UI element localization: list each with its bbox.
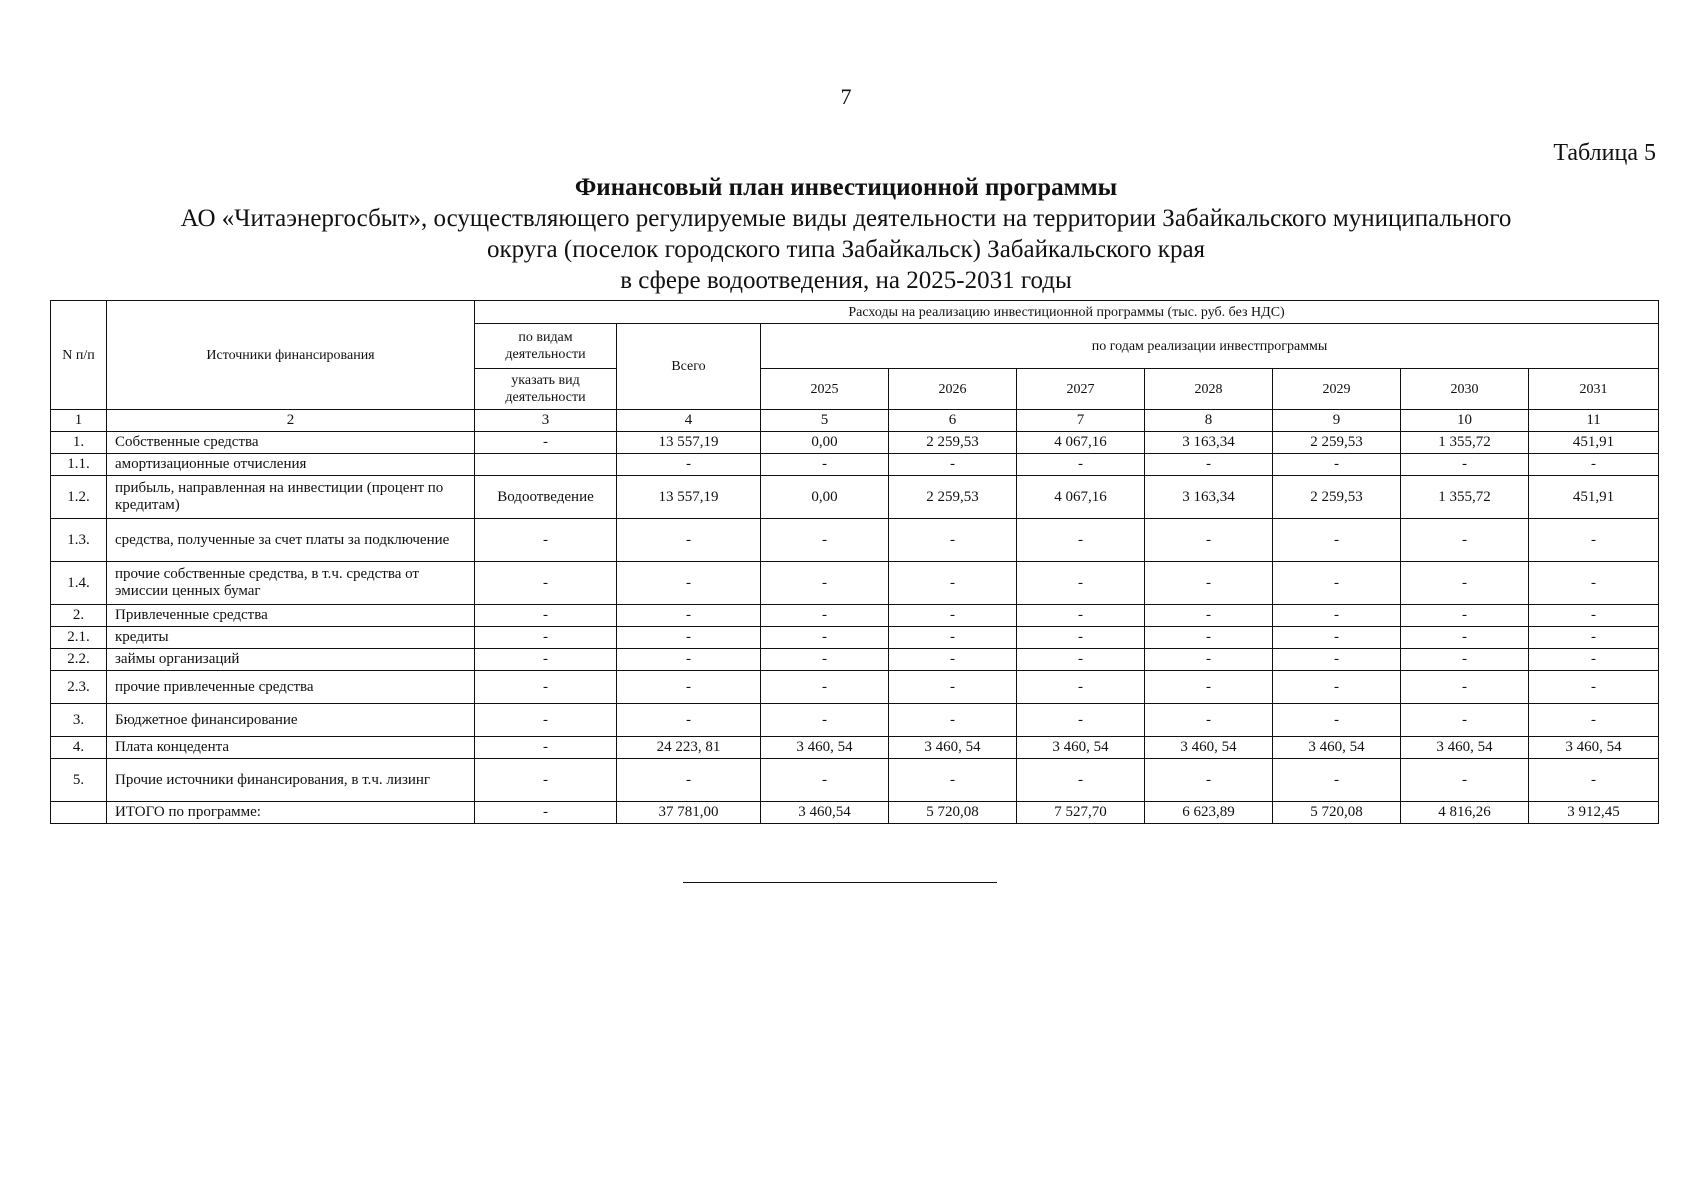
- cell-total: -: [617, 605, 761, 627]
- cell-num: 3.: [51, 704, 107, 737]
- cell-y2029: 3 460, 54: [1273, 737, 1401, 759]
- cell-y2025: -: [761, 519, 889, 562]
- cell-activity: -: [475, 627, 617, 649]
- cell-y2025: -: [761, 704, 889, 737]
- cell-y2030: -: [1401, 627, 1529, 649]
- cell-y2029: -: [1273, 519, 1401, 562]
- cell-y2031: -: [1529, 519, 1659, 562]
- cell-num: 2.2.: [51, 649, 107, 671]
- table-title: [40, 172, 1652, 296]
- cell-y2029: 2 259,53: [1273, 432, 1401, 454]
- cell-source: Плата концедента: [107, 737, 475, 759]
- cell-y2029: -: [1273, 627, 1401, 649]
- cell-activity: -: [475, 605, 617, 627]
- cell-activity: -: [475, 671, 617, 704]
- cell-y2025: 3 460,54: [761, 802, 889, 824]
- cell-total: -: [617, 454, 761, 476]
- cell-num: 4.: [51, 737, 107, 759]
- header-activity-bottom: указать вид деятельности: [475, 369, 617, 410]
- cell-y2030: -: [1401, 605, 1529, 627]
- title-line-2: АО «Читаэнергосбыт», осуществляющего регулируемые виды деятельности на территории Забайкальского муниципального: [180, 205, 1512, 232]
- cell-total: 13 557,19: [617, 476, 761, 519]
- cell-y2025: -: [761, 627, 889, 649]
- cell-num: 5.: [51, 759, 107, 802]
- cell-y2026: -: [889, 759, 1017, 802]
- cell-y2026: -: [889, 627, 1017, 649]
- cell-y2026: -: [889, 454, 1017, 476]
- column-number: 9: [1273, 410, 1401, 432]
- cell-source: займы организаций: [107, 649, 475, 671]
- cell-source: амортизационные отчисления: [107, 454, 475, 476]
- cell-total: -: [617, 704, 761, 737]
- cell-y2026: 3 460, 54: [889, 737, 1017, 759]
- cell-y2025: 0,00: [761, 476, 889, 519]
- table-body: [51, 432, 1659, 824]
- cell-y2031: -: [1529, 562, 1659, 605]
- financial-plan-table: [50, 300, 1659, 824]
- cell-y2031: -: [1529, 605, 1659, 627]
- cell-source: Собственные средства: [107, 432, 475, 454]
- cell-y2029: -: [1273, 704, 1401, 737]
- cell-num: 2.: [51, 605, 107, 627]
- cell-activity: -: [475, 432, 617, 454]
- cell-y2030: -: [1401, 562, 1529, 605]
- header-num: N п/п: [51, 301, 107, 410]
- table-label: Таблица 5: [1553, 140, 1656, 166]
- column-number: 2: [107, 410, 475, 432]
- cell-num: 1.2.: [51, 476, 107, 519]
- cell-y2026: -: [889, 649, 1017, 671]
- table-header: [51, 301, 1659, 432]
- cell-num: 1.1.: [51, 454, 107, 476]
- cell-y2030: 1 355,72: [1401, 476, 1529, 519]
- cell-y2026: 2 259,53: [889, 476, 1017, 519]
- table-row: [51, 605, 1659, 627]
- cell-y2027: -: [1017, 627, 1145, 649]
- cell-source: прочие собственные средства, в т.ч. средства от эмиссии ценных бумаг: [107, 562, 475, 605]
- table-row: [51, 759, 1659, 802]
- cell-y2027: 4 067,16: [1017, 476, 1145, 519]
- cell-y2026: -: [889, 562, 1017, 605]
- cell-y2031: 451,91: [1529, 432, 1659, 454]
- cell-y2027: -: [1017, 454, 1145, 476]
- cell-y2029: -: [1273, 759, 1401, 802]
- column-number: 7: [1017, 410, 1145, 432]
- cell-y2031: -: [1529, 649, 1659, 671]
- cell-source: Привлеченные средства: [107, 605, 475, 627]
- cell-y2031: -: [1529, 759, 1659, 802]
- table-row: [51, 649, 1659, 671]
- table-row: [51, 737, 1659, 759]
- header-year: 2031: [1529, 369, 1659, 410]
- table-row: [51, 704, 1659, 737]
- cell-y2029: -: [1273, 562, 1401, 605]
- cell-y2031: 3 912,45: [1529, 802, 1659, 824]
- cell-y2031: 3 460, 54: [1529, 737, 1659, 759]
- header-year: 2027: [1017, 369, 1145, 410]
- cell-y2027: -: [1017, 649, 1145, 671]
- cell-source: прибыль, направленная на инвестиции (процент по кредитам): [107, 476, 475, 519]
- cell-y2027: 7 527,70: [1017, 802, 1145, 824]
- table-row: [51, 432, 1659, 454]
- cell-y2031: -: [1529, 671, 1659, 704]
- column-number: 1: [51, 410, 107, 432]
- cell-y2028: -: [1145, 627, 1273, 649]
- cell-y2031: -: [1529, 454, 1659, 476]
- cell-y2029: -: [1273, 671, 1401, 704]
- cell-y2028: -: [1145, 519, 1273, 562]
- cell-total: 13 557,19: [617, 432, 761, 454]
- footer-divider: [683, 882, 997, 883]
- cell-y2025: -: [761, 671, 889, 704]
- cell-y2025: -: [761, 454, 889, 476]
- cell-y2030: -: [1401, 759, 1529, 802]
- cell-source: прочие привлеченные средства: [107, 671, 475, 704]
- cell-y2031: -: [1529, 704, 1659, 737]
- cell-source: средства, полученные за счет платы за подключение: [107, 519, 475, 562]
- cell-y2028: -: [1145, 704, 1273, 737]
- cell-y2030: 1 355,72: [1401, 432, 1529, 454]
- cell-y2028: -: [1145, 562, 1273, 605]
- cell-y2027: -: [1017, 562, 1145, 605]
- cell-source: ИТОГО по программе:: [107, 802, 475, 824]
- header-source: Источники финансирования: [107, 301, 475, 410]
- header-activity-top: по видам деятельности: [475, 324, 617, 369]
- cell-y2027: -: [1017, 759, 1145, 802]
- table-row: [51, 454, 1659, 476]
- column-number: 3: [475, 410, 617, 432]
- cell-y2028: 3 163,34: [1145, 432, 1273, 454]
- column-number: 5: [761, 410, 889, 432]
- cell-num: 1.4.: [51, 562, 107, 605]
- header-year: 2029: [1273, 369, 1401, 410]
- cell-y2027: -: [1017, 671, 1145, 704]
- cell-num: [51, 802, 107, 824]
- column-number: 6: [889, 410, 1017, 432]
- cell-y2025: -: [761, 759, 889, 802]
- header-by-years: по годам реализации инвестпрограммы: [761, 324, 1659, 369]
- table-row: [51, 476, 1659, 519]
- cell-source: Прочие источники финансирования, в т.ч. лизинг: [107, 759, 475, 802]
- cell-y2028: -: [1145, 759, 1273, 802]
- cell-y2028: 3 460, 54: [1145, 737, 1273, 759]
- cell-activity: -: [475, 759, 617, 802]
- column-number: 10: [1401, 410, 1529, 432]
- cell-y2025: 3 460, 54: [761, 737, 889, 759]
- cell-y2030: -: [1401, 704, 1529, 737]
- cell-y2029: -: [1273, 454, 1401, 476]
- cell-activity: -: [475, 704, 617, 737]
- cell-num: 1.: [51, 432, 107, 454]
- cell-y2030: -: [1401, 519, 1529, 562]
- title-line-1: Финансовый план инвестиционной программы: [574, 174, 1118, 201]
- table-row: [51, 562, 1659, 605]
- cell-y2028: 3 163,34: [1145, 476, 1273, 519]
- cell-total: -: [617, 562, 761, 605]
- cell-y2030: -: [1401, 671, 1529, 704]
- header-total: Всего: [617, 324, 761, 410]
- column-number: 4: [617, 410, 761, 432]
- cell-y2028: -: [1145, 605, 1273, 627]
- cell-y2027: -: [1017, 605, 1145, 627]
- cell-y2027: -: [1017, 519, 1145, 562]
- cell-y2025: -: [761, 649, 889, 671]
- cell-activity: -: [475, 562, 617, 605]
- cell-activity: -: [475, 649, 617, 671]
- cell-y2029: -: [1273, 649, 1401, 671]
- cell-y2026: 5 720,08: [889, 802, 1017, 824]
- table-row: [51, 671, 1659, 704]
- cell-y2025: 0,00: [761, 432, 889, 454]
- cell-y2026: -: [889, 671, 1017, 704]
- cell-y2027: -: [1017, 704, 1145, 737]
- cell-y2027: 3 460, 54: [1017, 737, 1145, 759]
- cell-y2028: -: [1145, 649, 1273, 671]
- column-number: 8: [1145, 410, 1273, 432]
- cell-total: -: [617, 519, 761, 562]
- cell-y2026: 2 259,53: [889, 432, 1017, 454]
- cell-activity: -: [475, 737, 617, 759]
- cell-activity: Водоотведение: [475, 476, 617, 519]
- cell-y2031: -: [1529, 627, 1659, 649]
- title-line-4: в сфере водоотведения, на 2025-2031 годы: [620, 267, 1072, 294]
- cell-y2028: -: [1145, 454, 1273, 476]
- table-row: [51, 802, 1659, 824]
- cell-y2025: -: [761, 562, 889, 605]
- cell-y2028: -: [1145, 671, 1273, 704]
- cell-y2030: 3 460, 54: [1401, 737, 1529, 759]
- cell-num: 1.3.: [51, 519, 107, 562]
- header-expenses: Расходы на реализацию инвестиционной программы (тыс. руб. без НДС): [475, 301, 1659, 324]
- cell-num: 2.3.: [51, 671, 107, 704]
- header-year: 2025: [761, 369, 889, 410]
- cell-activity: [475, 454, 617, 476]
- cell-source: Бюджетное финансирование: [107, 704, 475, 737]
- column-numbers-row: [51, 410, 1659, 432]
- cell-total: 24 223, 81: [617, 737, 761, 759]
- cell-total: -: [617, 649, 761, 671]
- table-row: [51, 519, 1659, 562]
- header-year: 2028: [1145, 369, 1273, 410]
- cell-y2025: -: [761, 605, 889, 627]
- cell-source: кредиты: [107, 627, 475, 649]
- cell-y2029: -: [1273, 605, 1401, 627]
- cell-total: -: [617, 627, 761, 649]
- cell-y2029: 5 720,08: [1273, 802, 1401, 824]
- cell-total: 37 781,00: [617, 802, 761, 824]
- column-number: 11: [1529, 410, 1659, 432]
- cell-activity: -: [475, 802, 617, 824]
- cell-y2026: -: [889, 704, 1017, 737]
- table-row: [51, 627, 1659, 649]
- cell-y2030: -: [1401, 649, 1529, 671]
- cell-total: -: [617, 759, 761, 802]
- cell-y2030: 4 816,26: [1401, 802, 1529, 824]
- page-number: 7: [840, 84, 852, 109]
- cell-y2027: 4 067,16: [1017, 432, 1145, 454]
- cell-y2028: 6 623,89: [1145, 802, 1273, 824]
- cell-y2029: 2 259,53: [1273, 476, 1401, 519]
- cell-y2026: -: [889, 519, 1017, 562]
- cell-total: -: [617, 671, 761, 704]
- header-year: 2030: [1401, 369, 1529, 410]
- cell-y2030: -: [1401, 454, 1529, 476]
- title-line-3: округа (поселок городского типа Забайкальск) Забайкальского края: [486, 236, 1206, 263]
- cell-y2031: 451,91: [1529, 476, 1659, 519]
- header-year: 2026: [889, 369, 1017, 410]
- cell-num: 2.1.: [51, 627, 107, 649]
- cell-y2026: -: [889, 605, 1017, 627]
- cell-activity: -: [475, 519, 617, 562]
